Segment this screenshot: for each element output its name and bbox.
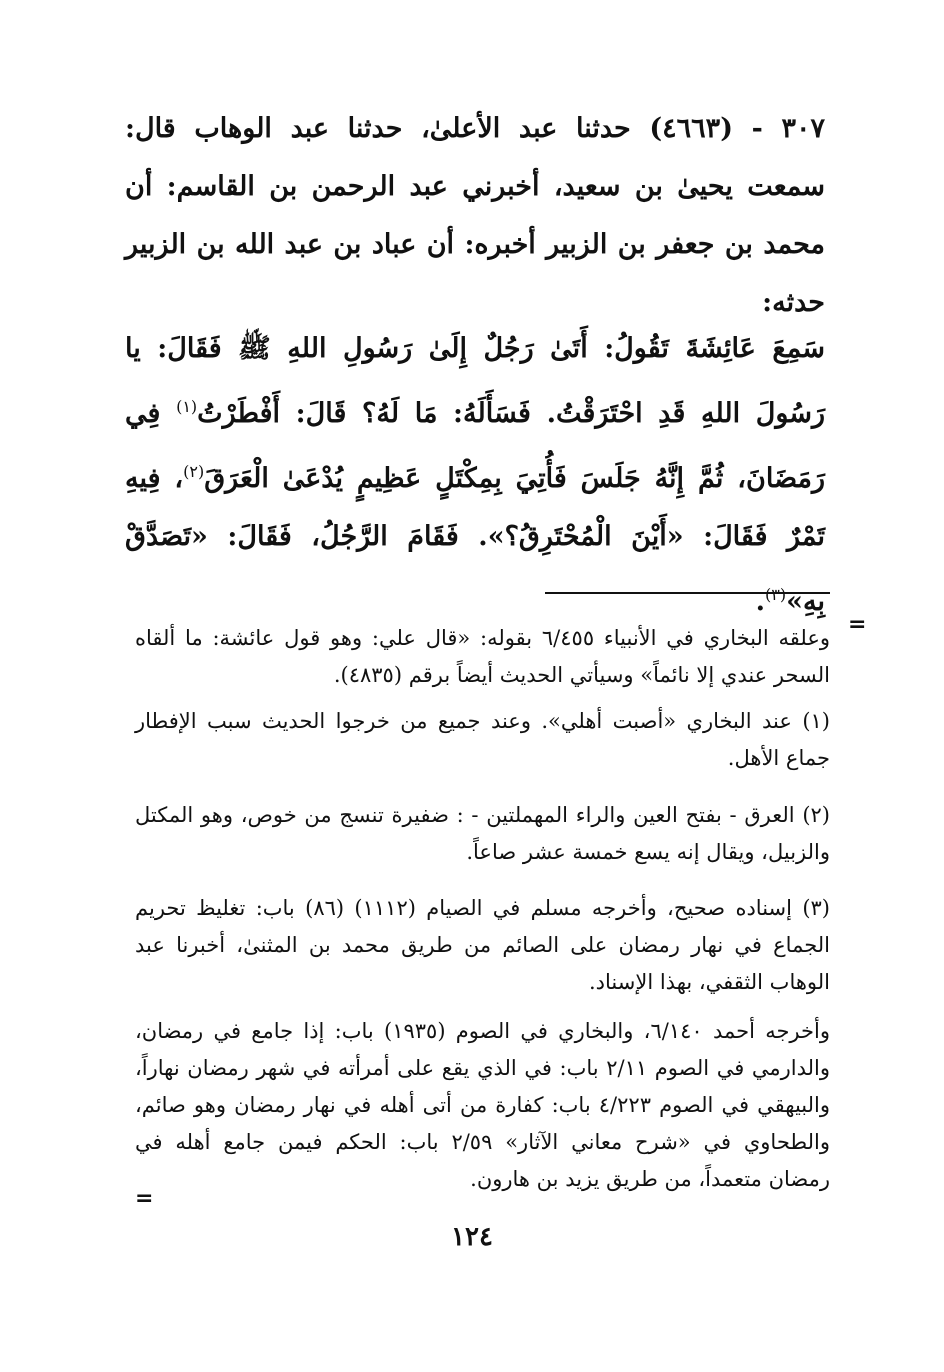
footnote-3-continued: [135, 1013, 830, 1198]
continues-next-page-mark: =: [135, 1186, 154, 1211]
footnote-1-text: (١) عند البخاري «أصبت أهلي». وعند جميع من خرجوا الحديث سبب الإفطار جماع الأهل.: [135, 709, 830, 770]
footnote-ref-3: (٣): [765, 585, 787, 604]
footnote-ref-2: (٢): [183, 462, 205, 481]
footnote-ref-1: (١): [176, 397, 198, 416]
hadith-matn: [125, 320, 825, 631]
hadith-text-part-3: ، فِيهِ تَمْرٌ فَقَالَ: «أَيْنَ الْمُحْتَرِقُ؟». فَقَامَ الرَّجُلُ، فَقَالَ: «تَصَدَّقْ بِهِ»: [125, 463, 825, 617]
footnote-continuation-text: وعلقه البخاري في الأنبياء ٦/٤٥٥ بقوله: «قال علي: وهو قول عائشة: ما ألقاه السحر عندي إلا نائماً» وسيأتي الحديث أيضاً برقم (٤٨٣٥).: [135, 626, 831, 687]
isnad-paragraph: [125, 100, 825, 332]
footnote-continuation: [135, 620, 830, 694]
hadith-text-part-2: فِي رَمَضَانَ، ثُمَّ إِنَّهُ جَلَسَ فَأُتِيَ بِمِكْتَلٍ عَظِيمٍ يُدْعَىٰ الْعَرَقَ: [125, 398, 825, 494]
footnote-2: [135, 797, 830, 871]
footnote-3-text: (٣) إسناده صحيح، وأخرجه مسلم في الصيام (١١١٢) (٨٦) باب: تغليظ تحريم الجماع في نهار رمضان على الصائم من طريق محمد بن المثنىٰ، أخبرنا عبد الوهاب الثقفي، بهذا الإسناد.: [135, 896, 830, 994]
continued-from-previous-mark: =: [848, 612, 867, 637]
isnad-text: ٣٠٧ - (٤٦٦٣) حدثنا عبد الأعلىٰ، حدثنا عبد الوهاب قال: سمعت يحيىٰ بن سعيد، أخبرني عبد الرحمن بن القاسم: أن محمد بن جعفر بن الزبير أخبره: أن عباد بن عبد الله بن الزبير حدثه:: [125, 113, 825, 318]
footnote-3-continued-text: وأخرجه أحمد ٦/١٤٠، والبخاري في الصوم (١٩٣٥) باب: إذا جامع في رمضان، والدارمي في الصوم ٢/١١ باب: في الذي يقع على أمرأته في شهر رمضان نهاراً، والبيهقي في الصوم ٤/٢٢٣ باب: كفارة من أتى أهله في نهار رمضان وهو صائم، والطحاوي في «شرح معاني الآثار» ٢/٥٩ باب: الحكم فيمن جامع أهله في رمضان متعمداً، من طريق يزيد بن هارون.: [135, 1019, 830, 1191]
footnote-2-text: (٢) العرق - بفتح العين والراء المهملتين - : ضفيرة تنسج من خوص، وهو المكتل والزبيل، ويقال إنه يسع خمسة عشر صاعاً.: [135, 803, 830, 864]
hadith-text-part-4: .: [755, 586, 766, 617]
footnote-1: [135, 703, 830, 777]
hadith-text-part-1: سَمِعَ عَائِشَةَ تَقُولُ: أَتَىٰ رَجُلٌ إِلَىٰ رَسُولِ اللهِ ﷺ فَقَالَ: يا رَسُولَ اللهِ قَدِ احْتَرَقْتُ. فَسَأَلَهُ: مَا لَهُ؟ قَالَ: أَفْطَرْتُ: [125, 333, 826, 429]
footnote-3: [135, 890, 830, 1001]
page-number: ١٢٤: [451, 1222, 493, 1252]
footnote-separator-rule: [545, 592, 830, 594]
